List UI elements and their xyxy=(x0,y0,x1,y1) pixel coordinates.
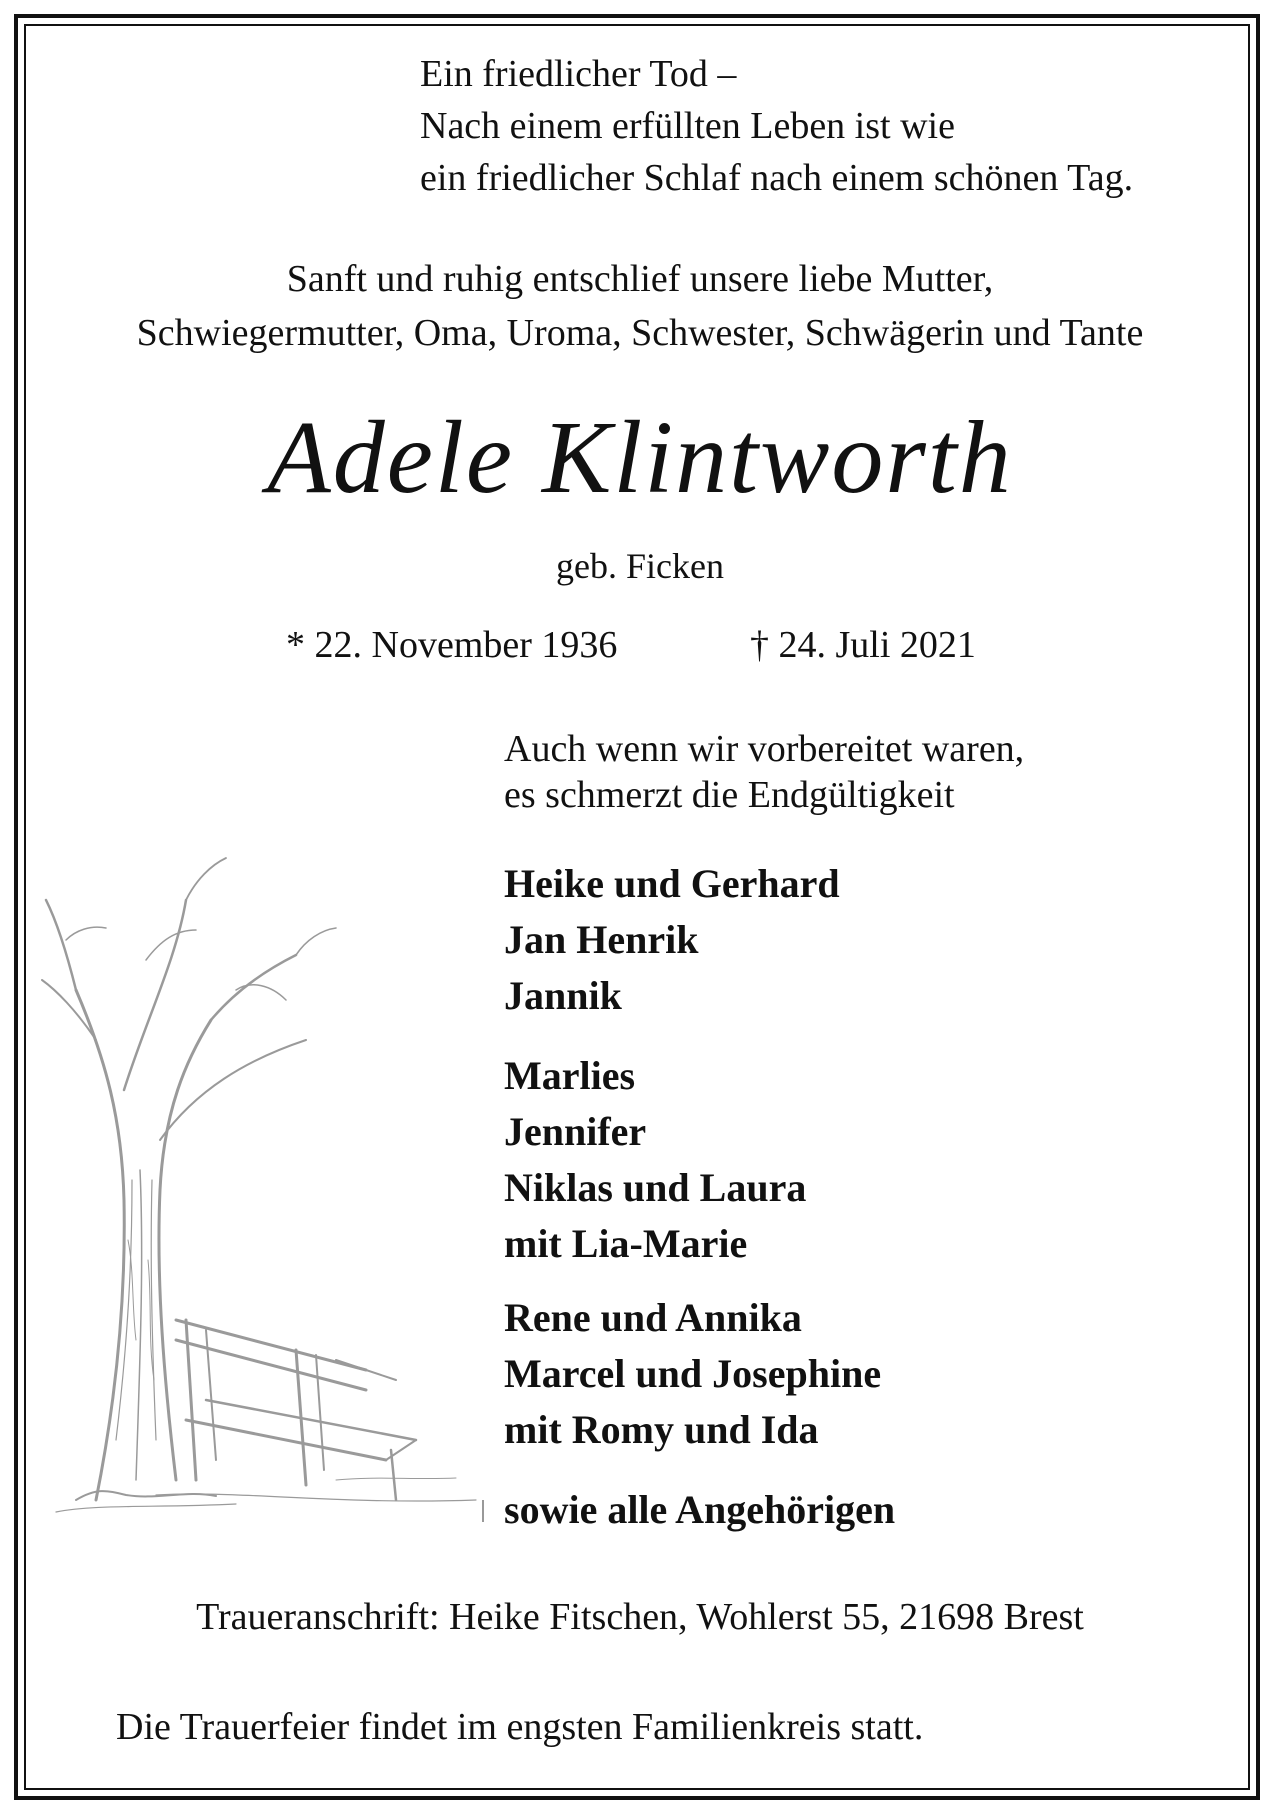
mourner-group-2 xyxy=(504,1048,806,1272)
mourner-line: Marlies xyxy=(504,1053,636,1098)
quote-line: es schmerzt die Endgültigkeit xyxy=(504,774,955,816)
birth-date: * 22. November 1936 xyxy=(286,624,618,666)
tree-and-bench-icon xyxy=(36,840,496,1520)
mourner-line: Niklas und Laura xyxy=(504,1165,807,1210)
poem-line: Ein friedlicher Tod – xyxy=(420,53,737,95)
mourner-line: Jan Henrik xyxy=(504,917,699,962)
maiden-name: geb. Ficken xyxy=(556,546,724,586)
mourner-line: Heike und Gerhard xyxy=(504,861,840,906)
mourner-line: mit Romy und Ida xyxy=(504,1407,819,1452)
mourner-line: Rene und Annika xyxy=(504,1295,802,1340)
mourner-group-3 xyxy=(504,1290,881,1458)
intro-line: Schwiegermutter, Oma, Uroma, Schwester, Schwägerin und Tante xyxy=(136,312,1144,354)
quote-line: Auch wenn wir vorbereitet waren, xyxy=(504,728,1025,770)
mourner-line: Marcel und Josephine xyxy=(504,1351,882,1396)
mourner-line: mit Lia-Marie xyxy=(504,1221,748,1266)
mourner-line: Jennifer xyxy=(504,1109,647,1154)
quote xyxy=(504,726,1024,818)
mourner-line: Jannik xyxy=(504,973,622,1018)
poem xyxy=(420,48,1133,204)
intro-line: Sanft und ruhig entschlief unsere liebe Mutter, xyxy=(286,258,994,300)
intro-text xyxy=(0,252,1280,360)
mourning-address: Traueranschrift: Heike Fitschen, Wohlerst 55, 21698 Brest xyxy=(196,1596,1084,1638)
ceremony-note: Die Trauerfeier findet im engsten Familienkreis statt. xyxy=(116,1706,924,1748)
relatives-line: sowie alle Angehörigen xyxy=(504,1487,896,1532)
death-date: † 24. Juli 2021 xyxy=(750,624,976,666)
mourner-group-1 xyxy=(504,856,840,1024)
poem-line: Nach einem erfüllten Leben ist wie xyxy=(420,105,955,147)
poem-line: ein friedlicher Schlaf nach einem schönen Tag. xyxy=(420,157,1134,199)
deceased-name: Adele Klintworth xyxy=(267,400,1013,515)
